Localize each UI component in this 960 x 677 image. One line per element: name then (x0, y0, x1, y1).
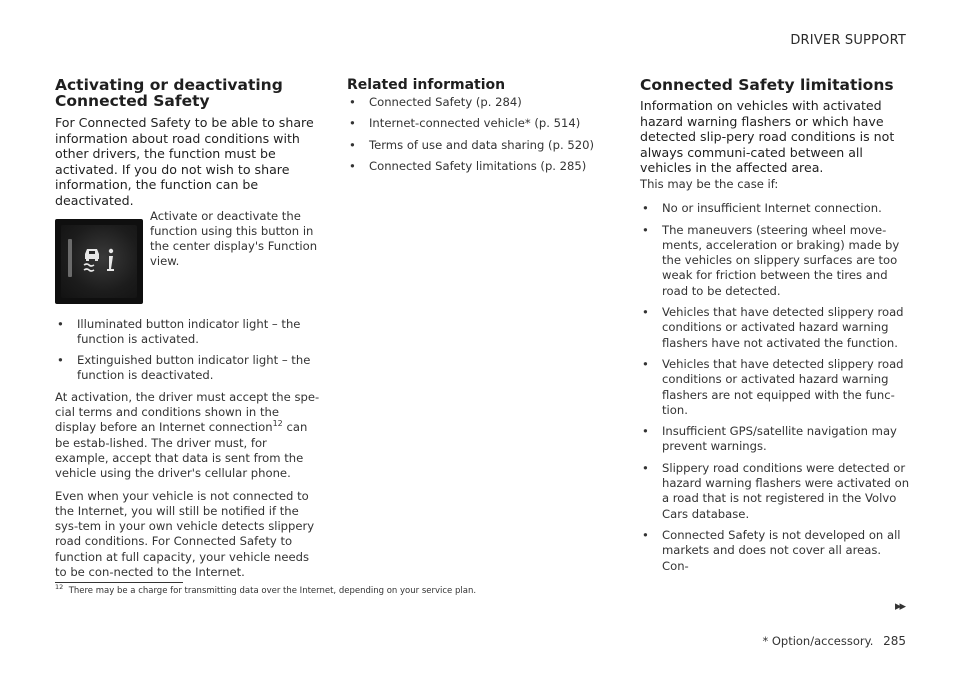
list-item: • No or insufficient Internet connection. (640, 201, 910, 216)
list-item: • Insufficient GPS/satellite navigation may prevent warnings. (640, 424, 910, 455)
list-item: • Slippery road conditions were detected or hazard warning flashers were activated on a road that is not registered in the Volvo Cars database. (640, 461, 910, 522)
footnote-divider (55, 582, 183, 583)
section-title-activation: Activating or deactivating Connected Safety (55, 76, 283, 110)
footnote (55, 583, 477, 596)
option-accessory-note: * Option/accessory. (762, 634, 874, 648)
paragraph-text: At activation, the driver must accept the spe-cial terms and conditions shown in the display before an Internet connection (55, 389, 320, 435)
related-link[interactable]: • Connected Safety (p. 284) (347, 95, 605, 110)
footnote-marker: 12 (55, 583, 64, 592)
list-item: • Illuminated button indicator light – the function is activated. (55, 317, 323, 348)
page-number: 285 (883, 634, 906, 648)
limitations-intro: This may be the case if: (640, 176, 779, 191)
list-item: • Vehicles that have detected slippery road conditions or activated hazard warning flashers have not activated the function. (640, 305, 910, 351)
running-header: DRIVER SUPPORT (790, 33, 906, 48)
section-title-limitations: Connected Safety limitations (640, 76, 894, 94)
button-caption: Activate or deactivate the function using this button in the center display's Function view. (150, 208, 318, 269)
limitations-lead: Information on vehicles with activated hazard warning flashers or which have detected slip-pery road conditions is not always communi-cated between all vehicles in the affected area. (640, 98, 895, 176)
related-information-title: Related information (347, 77, 506, 93)
related-links-list (347, 95, 605, 174)
paragraph-text: can be estab-lished. The driver must, for example, accept that data is sent from the vehicle using the driver's cellular phone. (55, 420, 308, 481)
footnote-ref: 12 (272, 419, 283, 429)
connected-safety-icon (81, 245, 121, 277)
page-footer (762, 634, 906, 648)
activation-paragraph (55, 390, 323, 482)
continued-arrows-icon: ▸▸ (894, 599, 904, 614)
column-limitations (640, 77, 910, 580)
related-link[interactable]: • Terms of use and data sharing (p. 520) (347, 138, 605, 153)
list-item: • Connected Safety is not developed on all markets and does not cover all areas. Con- (640, 528, 910, 574)
limitations-list (640, 201, 910, 574)
list-item: • Extinguished button indicator light – the function is deactivated. (55, 353, 323, 384)
related-link[interactable]: • Internet-connected vehicle* (p. 514) (347, 116, 605, 131)
list-item: • Vehicles that have detected slippery road conditions or activated hazard warning flashers are not equipped with the func-tion. (640, 357, 910, 418)
button-illustration-row (55, 209, 323, 301)
indicator-light-icon (68, 239, 72, 277)
activation-lead: For Connected Safety to be able to share information about road conditions with other drivers, the function must be activated. If you do not wish to share information, the function can be deactivated. (55, 115, 314, 208)
list-item: • The maneuvers (steering wheel move-ments, acceleration or braking) made by the vehicles on slippery surfaces are too weak for friction between the tires and road to be detected. (640, 223, 910, 299)
not-connected-paragraph: Even when your vehicle is not connected to the Internet, you will still be notified if the sys-tem in your own vehicle detects slippery road conditions. For Connected Safety to function at full capacity, your vehicle needs to be con-nected to the Internet. (55, 488, 315, 580)
column-activation (55, 77, 323, 580)
indicator-light-list (55, 317, 323, 384)
related-link[interactable]: • Connected Safety limitations (p. 285) (347, 159, 605, 174)
footnote-text: There may be a charge for transmitting data over the Internet, depending on your service plan. (68, 586, 477, 596)
column-related-information (347, 77, 605, 180)
function-button-image (55, 219, 143, 304)
